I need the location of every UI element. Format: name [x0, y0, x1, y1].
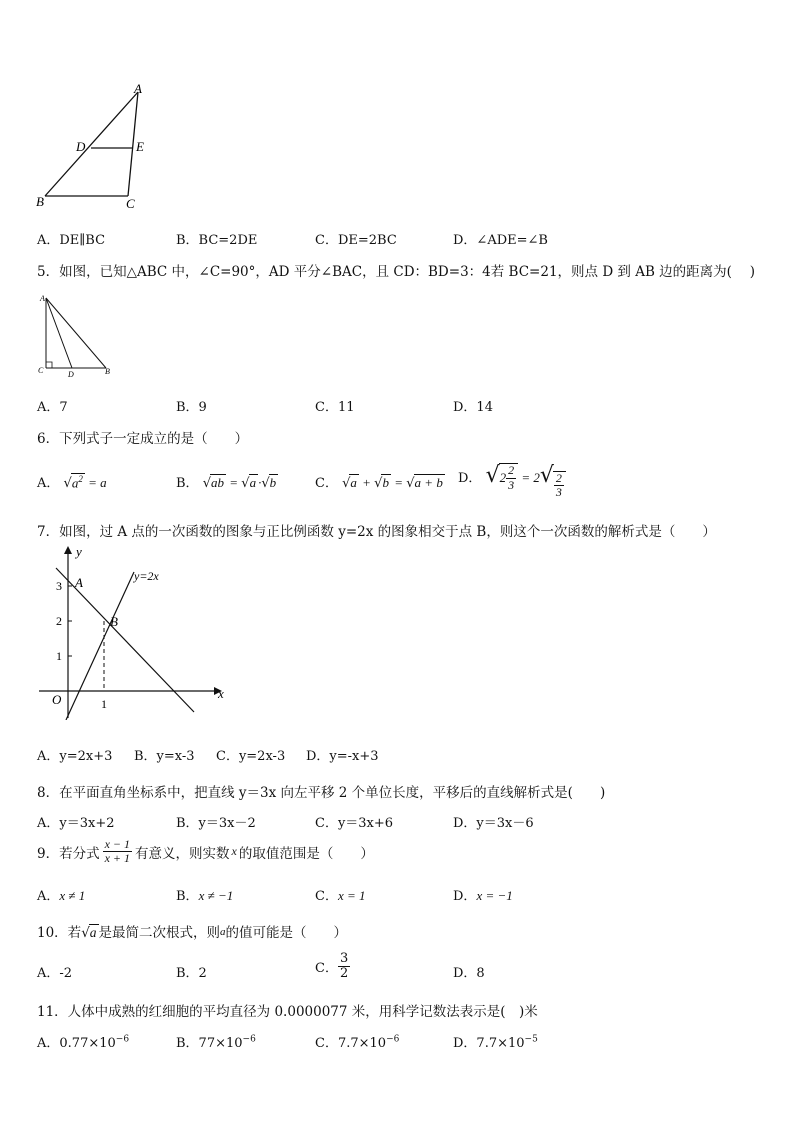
label-e: E: [136, 139, 144, 154]
label-a: A: [134, 81, 142, 96]
triangle-figure-q5: [34, 290, 124, 380]
q4-option-c: C．DE=2BC: [315, 233, 397, 248]
q8-option-b: B．y＝3x－2: [176, 816, 256, 831]
q5-label-d: D: [68, 370, 74, 379]
tick-y-3: 3: [56, 579, 62, 593]
line-label-y2x: y=2x: [134, 569, 159, 583]
tick-x-1: 1: [101, 697, 107, 711]
q8-option-c: C．y＝3x+6: [315, 816, 394, 831]
q4-option-b: B．BC=2DE: [176, 233, 258, 248]
q6-option-d: D． √ 2 $\frac{2}{3}$ = 2√ $\frac{2}{3}$: [458, 463, 566, 499]
q10-option-c: C． $\frac{3}{2}$: [315, 951, 349, 982]
q8-stem: 8．在平面直角坐标系中，把直线 y＝3x 向左平移 2 个单位长度，平移后的直线解析式是( ): [37, 785, 606, 801]
q7-option-c: C．y=2x-3: [216, 749, 286, 764]
q6-option-a: A． $√a^2 = a$: [37, 473, 107, 491]
q7-option-b: B．y=x-3: [134, 749, 195, 764]
q7-option-d: D．y=-x+3: [306, 749, 379, 764]
q5-option-b: B．9: [176, 400, 207, 415]
q5-label-b: B: [105, 367, 110, 376]
q9-option-a: A．x ≠ 1: [37, 888, 86, 904]
q6-option-c: C． √a + √b = √a + b: [315, 475, 443, 491]
q11-option-c: C．$7.7\times 10^{-6}$: [315, 1034, 400, 1051]
point-a-label: A: [75, 575, 83, 590]
q6-option-b: B． √ab = √a ·√b: [176, 475, 277, 491]
label-d: D: [76, 139, 86, 154]
q9-option-b: B．x ≠ −1: [176, 888, 234, 904]
label-b: B: [36, 194, 44, 209]
q8-option-d: D．y＝3x－6: [453, 816, 534, 831]
q11-option-b: B．$77\times 10^{-6}$: [176, 1034, 256, 1051]
q7-option-a: A．y=2x+3: [37, 749, 113, 764]
x-axis-label: x: [218, 686, 224, 701]
tick-y-1: 1: [56, 649, 62, 663]
q11-option-d: D．$7.7\times 10^{-5}$: [453, 1034, 538, 1051]
q10-option-a: A．-2: [37, 966, 73, 981]
q9-option-c: C．x = 1: [315, 888, 366, 904]
q7-stem: 7．如图，过 A 点的一次函数的图象与正比例函数 y=2x 的图象相交于点 B，则这个一次函数的解析式是（ ）: [37, 524, 716, 540]
q5-label-c: C: [38, 366, 44, 375]
q9-option-d: D．x = −1: [453, 888, 513, 904]
q9-stem: 9．若分式 $\frac{x - 1}{x + 1}$ 有意义，则实数 x 的取值范围是（ ）: [37, 837, 374, 866]
q11-option-a: A．$0.77\times 10^{-6}$: [37, 1034, 130, 1051]
q4-option-a: A．DE∥BC: [37, 233, 106, 248]
q5-stem: 5．如图，已知△ABC 中，∠C=90°，AD 平分∠BAC，且 CD：BD=3：4若 BC=21，则点 D 到 AB 边的距离为( ): [37, 264, 756, 280]
q5-option-d: D．14: [453, 400, 493, 415]
q10-stem: 10．若√a 是最简二次根式，则a的值可能是（ ）: [37, 925, 348, 941]
triangle-figure-q4: [30, 78, 170, 216]
q5-option-c: C．11: [315, 400, 355, 415]
q5-label-a: A: [40, 294, 45, 303]
q5-option-a: A．7: [37, 400, 68, 415]
graph-q7: [36, 540, 236, 720]
origin-label: O: [52, 692, 62, 707]
q8-option-a: A．y＝3x+2: [37, 816, 115, 831]
point-b-label: B: [110, 614, 118, 629]
y-axis-label: y: [76, 544, 82, 559]
q10-option-d: D．8: [453, 966, 485, 981]
q6-stem: 6．下列式子一定成立的是（ ）: [37, 431, 249, 447]
label-c: C: [126, 196, 135, 211]
q10-option-b: B．2: [176, 966, 207, 981]
q4-option-d: D．∠ADE=∠B: [453, 233, 548, 248]
tick-y-2: 2: [56, 614, 62, 628]
q11-stem: 11．人体中成熟的红细胞的平均直径为 0.0000077 米，用科学记数法表示是( )米: [37, 1004, 538, 1020]
